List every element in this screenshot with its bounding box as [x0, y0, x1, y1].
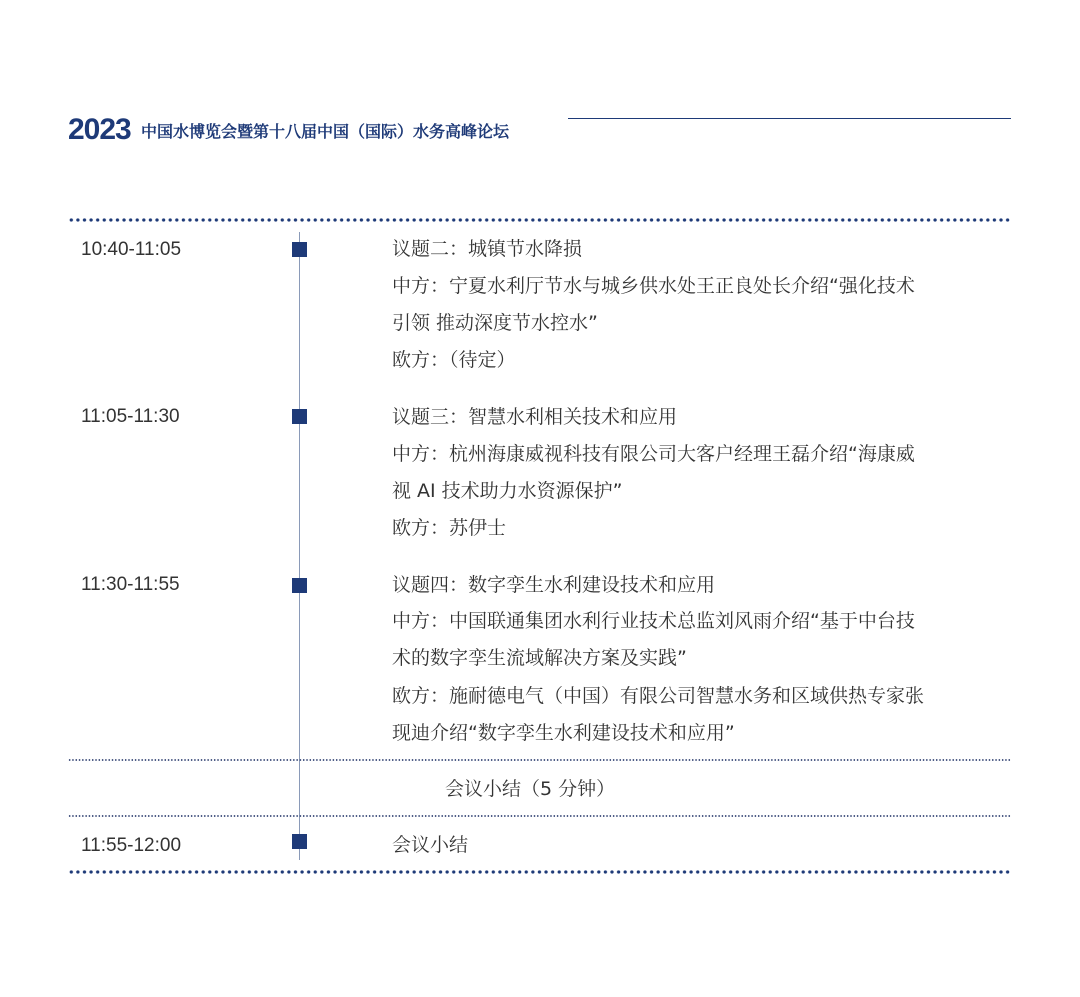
timeline-marker — [292, 834, 307, 849]
timeline-line — [299, 232, 300, 860]
session-topic: 议题二：城镇节水降损 — [392, 238, 583, 260]
session-detail: 中方：中国联通集团水利行业技术总监刘风雨介绍“基于中台技 — [392, 610, 915, 632]
session-detail: 引领 推动深度节水控水” — [392, 312, 598, 334]
session-detail: 欧方：（待定） — [392, 349, 516, 371]
session-time: 11:30-11:55 — [81, 574, 180, 595]
session-detail: 视 AI 技术助力水资源保护” — [392, 480, 623, 502]
session-time: 10:40-11:05 — [81, 239, 182, 260]
timeline-marker — [292, 578, 307, 593]
session-topic: 会议小结 — [392, 834, 469, 856]
session-detail: 中方：宁夏水利厅节水与城乡供水处王正良处长介绍“强化技术 — [392, 275, 915, 297]
header-divider — [568, 118, 1011, 119]
session-time: 11:55-12:00 — [81, 835, 182, 856]
session-topic: 议题三：智慧水利相关技术和应用 — [392, 406, 678, 428]
timeline-marker — [292, 409, 307, 424]
timeline-marker — [292, 242, 307, 257]
summary-break: 会议小结（5 分钟） — [445, 778, 616, 800]
header-title: 中国水博览会暨第十八届中国（国际）水务高峰论坛 — [141, 122, 510, 141]
bottom-dotted-divider — [68, 870, 1011, 874]
header-year: 2023 — [68, 113, 131, 146]
session-topic: 议题四：数字孪生水利建设技术和应用 — [392, 574, 716, 596]
session-time: 11:05-11:30 — [81, 406, 180, 427]
session-detail: 欧方：施耐德电气（中国）有限公司智慧水务和区域供热专家张 — [392, 685, 925, 707]
page-header — [68, 110, 1011, 150]
session-detail: 欧方：苏伊士 — [392, 517, 507, 539]
session-detail: 术的数字孪生流域解决方案及实践” — [392, 647, 687, 669]
session-detail: 现迪介绍“数字孪生水利建设技术和应用” — [392, 722, 735, 744]
top-dotted-divider — [68, 218, 1011, 222]
dotted-divider — [68, 815, 1011, 817]
dotted-divider — [68, 759, 1011, 761]
session-detail: 中方：杭州海康威视科技有限公司大客户经理王磊介绍“海康威 — [392, 443, 915, 465]
